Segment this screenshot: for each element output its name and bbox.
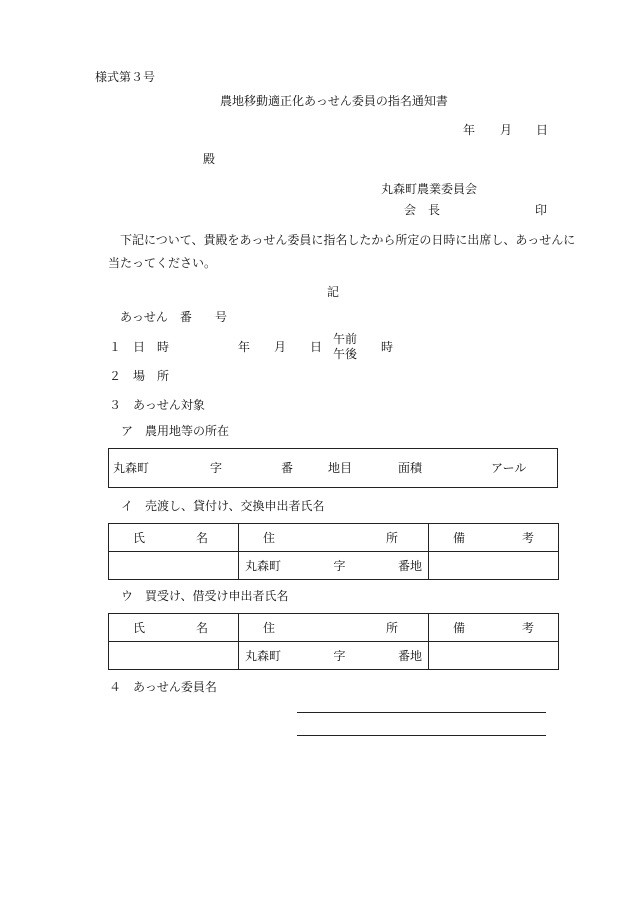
item1-month: 月 xyxy=(274,340,287,354)
buyer-table xyxy=(108,613,559,670)
sender-org: 丸森町農業委員会 xyxy=(381,182,478,196)
document-title: 農地移動適正化あっせん委員の指名通知書 xyxy=(220,94,448,108)
seal-mark: 印 xyxy=(535,203,548,217)
date-day: 日 xyxy=(536,123,549,137)
cell-remarks xyxy=(429,552,559,580)
item3-label: あっせん対象 xyxy=(133,398,205,412)
cell-name xyxy=(109,642,239,670)
seller-table xyxy=(108,523,559,580)
item3-number: ３ xyxy=(109,398,122,412)
form-number: 様式第３号 xyxy=(95,70,156,84)
committee-name-line-1 xyxy=(297,712,546,713)
item1-hour: 時 xyxy=(381,340,394,354)
ki-heading: 記 xyxy=(327,285,340,299)
item1-day: 日 xyxy=(310,340,323,354)
cell-remarks xyxy=(429,642,559,670)
land-town: 丸森町 xyxy=(113,461,150,475)
item1-label: 日 時 xyxy=(133,340,170,354)
item4-number: ４ xyxy=(109,680,122,694)
land-ban: 番 xyxy=(281,461,294,475)
table-row xyxy=(109,552,559,580)
cell-address: 丸森町 字 番地 xyxy=(239,642,429,670)
sender-role: 会 長 xyxy=(404,203,441,217)
land-aza: 字 xyxy=(210,461,223,475)
seller-table-header xyxy=(109,524,559,552)
buyer-table-header xyxy=(109,614,559,642)
item1-pm: 午後 xyxy=(333,347,358,361)
date-year: 年 xyxy=(463,123,476,137)
item1-year: 年 xyxy=(238,340,251,354)
cell-name xyxy=(109,552,239,580)
land-are: アール xyxy=(491,461,527,475)
cell-address: 丸森町 字 番地 xyxy=(239,552,429,580)
land-location-box xyxy=(108,448,558,488)
assen-number-suffix: 号 xyxy=(215,310,228,324)
sub-i-heading: イ 売渡し、貸付け、交換申出者氏名 xyxy=(121,499,325,513)
body-line-1: 下記について、貴殿をあっせん委員に指名したから所定の日時に出席し、あっせんに xyxy=(120,233,576,247)
item4-label: あっせん委員名 xyxy=(133,680,217,694)
header-address: 住 所 xyxy=(239,524,429,552)
item2-number: ２ xyxy=(109,369,122,383)
committee-name-line-2 xyxy=(297,735,546,736)
assen-number-label: あっせん 番 xyxy=(120,310,192,324)
header-name: 氏 名 xyxy=(109,524,239,552)
header-remarks: 備 考 xyxy=(429,524,559,552)
sub-a-heading: ア 農用地等の所在 xyxy=(121,424,230,438)
item1-number: １ xyxy=(109,340,122,354)
table-row xyxy=(109,642,559,670)
date-month: 月 xyxy=(500,123,513,137)
addressee-suffix: 殿 xyxy=(203,152,216,166)
land-menseki: 面積 xyxy=(398,461,423,475)
header-name: 氏 名 xyxy=(109,614,239,642)
header-address: 住 所 xyxy=(239,614,429,642)
body-line-2: 当たってください。 xyxy=(108,256,217,270)
land-chimoku: 地目 xyxy=(328,461,353,475)
item2-label: 場 所 xyxy=(133,369,170,383)
header-remarks: 備 考 xyxy=(429,614,559,642)
item1-am: 午前 xyxy=(333,332,358,346)
sub-u-heading: ウ 買受け、借受け申出者氏名 xyxy=(121,589,289,603)
